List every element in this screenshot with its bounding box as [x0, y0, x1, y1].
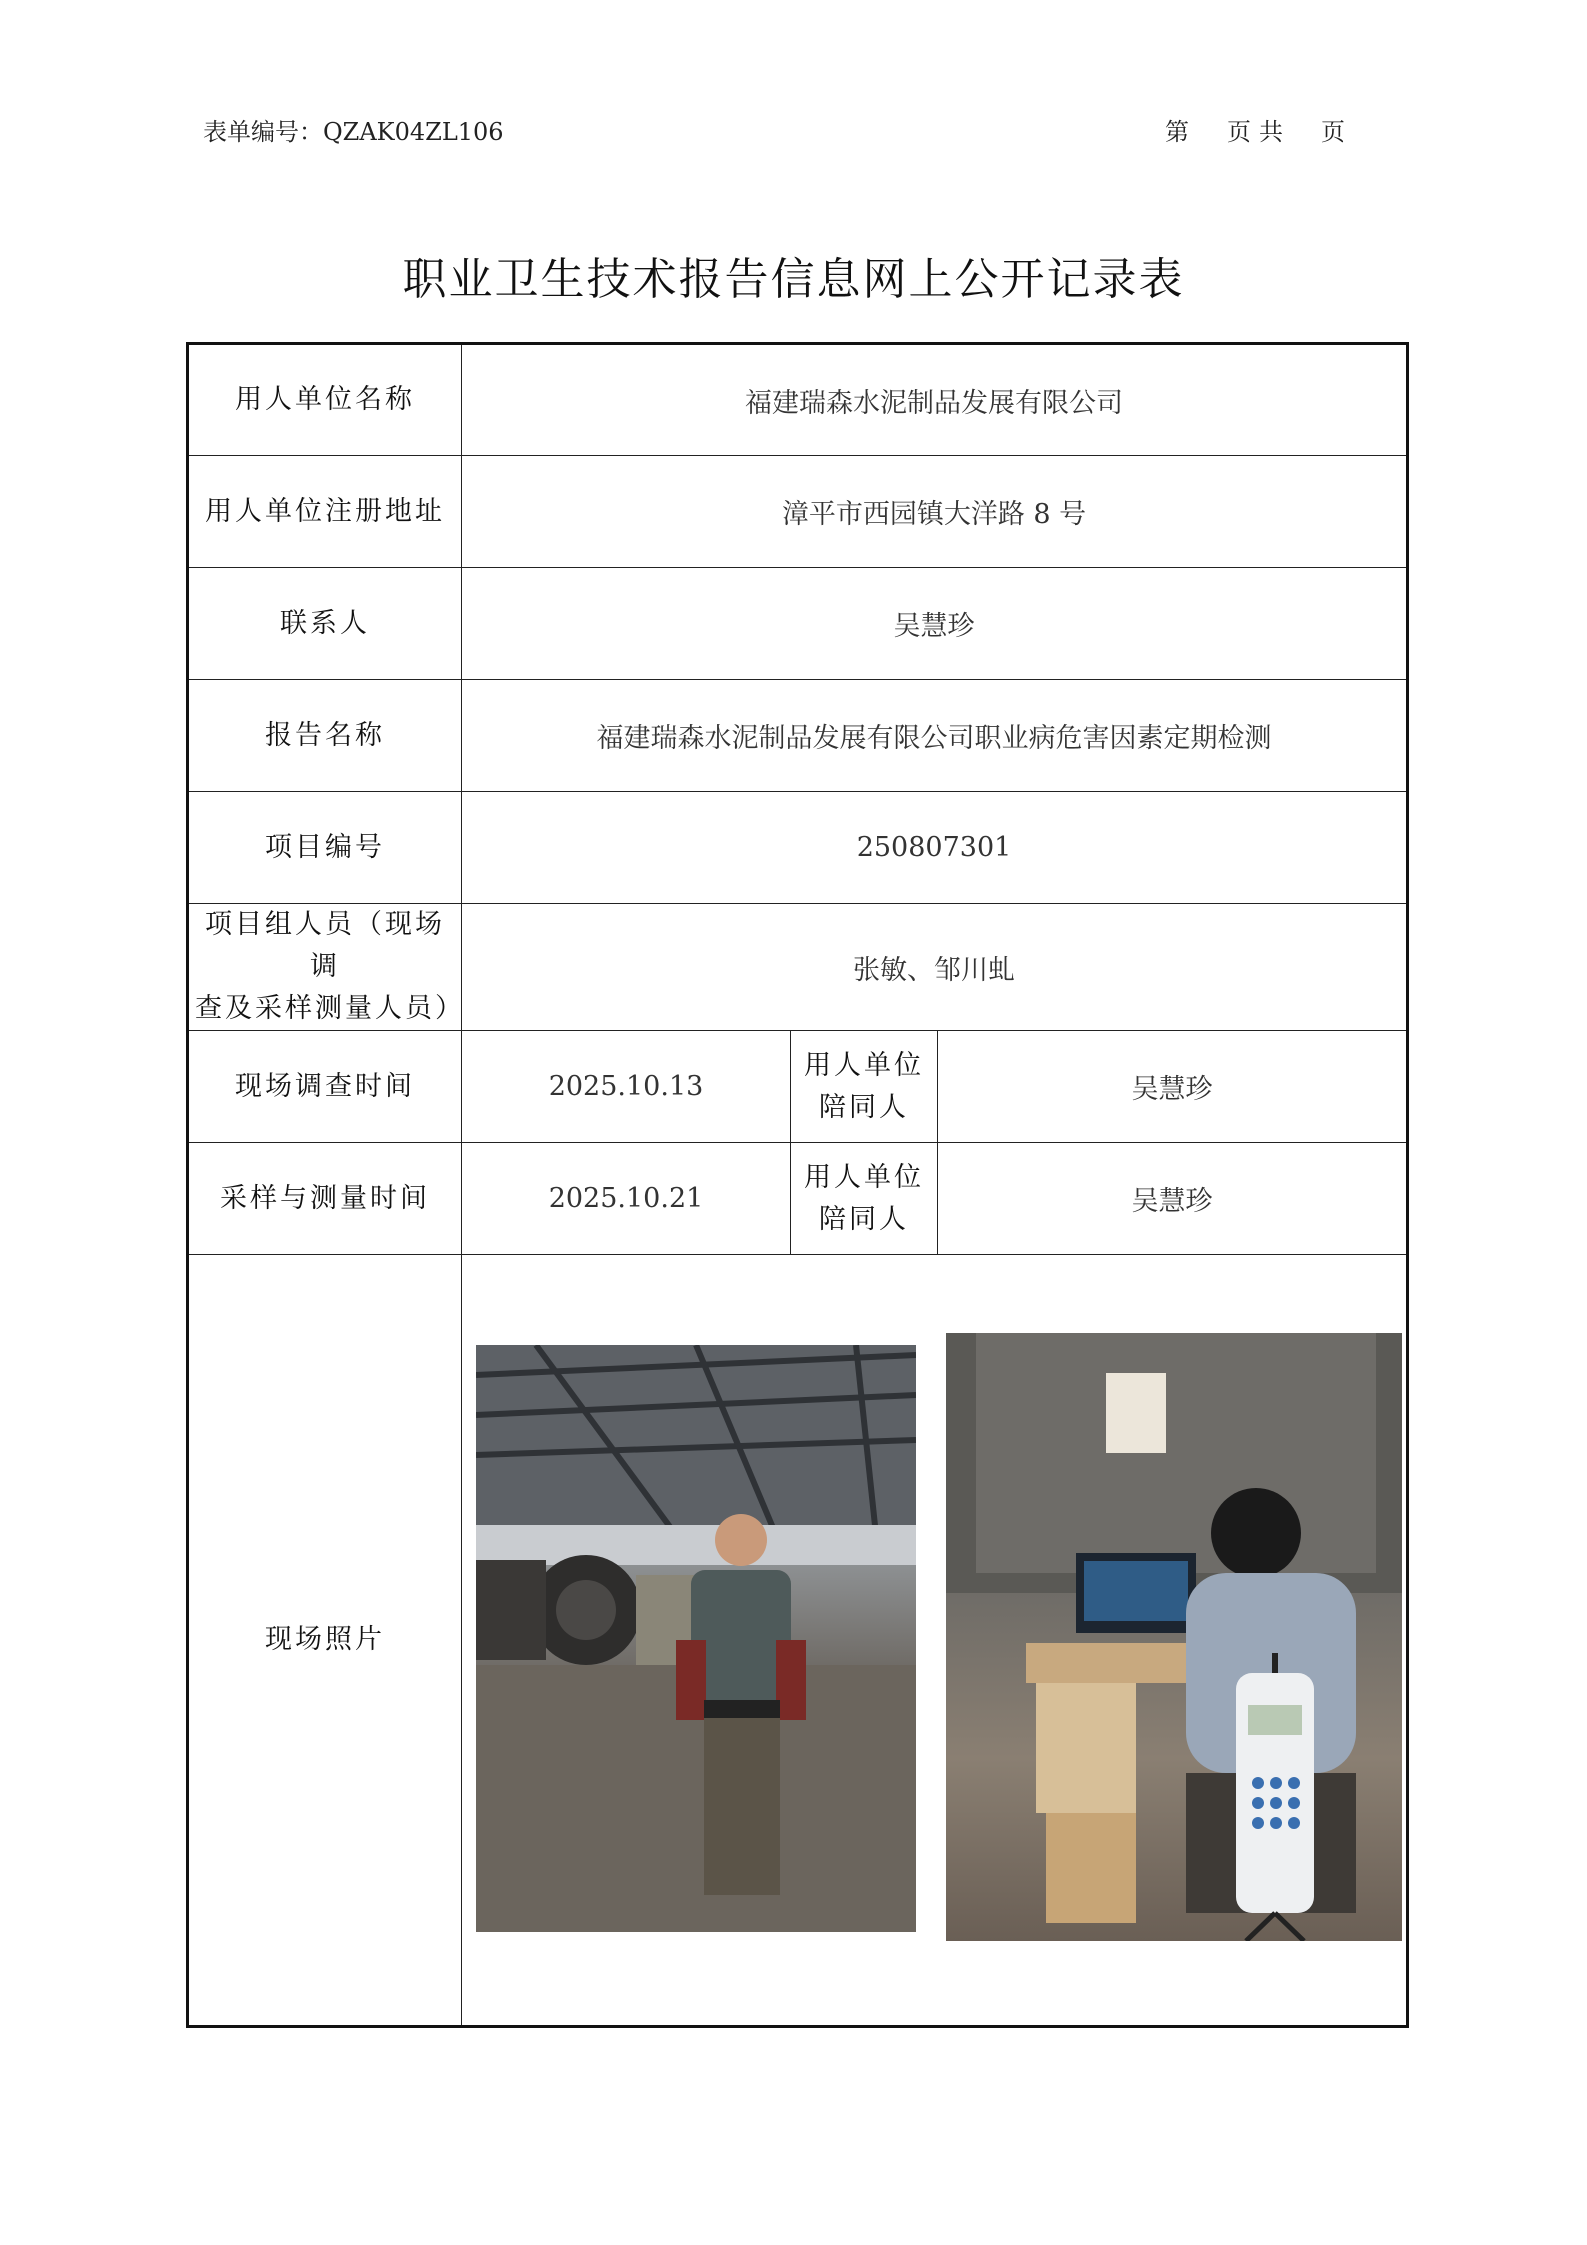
form-number: 表单编号：QZAK04ZL106 [203, 118, 504, 146]
photos-label: 现场照片 [188, 1255, 462, 2027]
record-table [186, 342, 1409, 2028]
sampling-accomp-label [791, 1143, 938, 1255]
row-team [188, 904, 1408, 1031]
row-photos [188, 1255, 1408, 2027]
page-di: 第 [1165, 118, 1191, 146]
row-employer-address [188, 456, 1408, 568]
employer-name-label: 用人单位名称 [188, 344, 462, 456]
survey-accomp-label [791, 1031, 938, 1143]
survey-label: 现场调查时间 [188, 1031, 462, 1143]
photos-cell [462, 1255, 1408, 2027]
employer-address-value: 漳平市西园镇大洋路 8 号 [462, 456, 1408, 568]
survey-date: 2025.10.13 [462, 1031, 791, 1143]
site-photo-workshop [476, 1345, 916, 1932]
team-label-line1: 项目组人员（现场调 [205, 909, 445, 982]
contact-label: 联系人 [188, 568, 462, 680]
survey-accomp-line1: 用人单位 [804, 1049, 924, 1081]
row-report-name [188, 680, 1408, 792]
report-name-value: 福建瑞森水泥制品发展有限公司职业病危害因素定期检测 [462, 680, 1408, 792]
employer-address-label: 用人单位注册地址 [188, 456, 462, 568]
team-value: 张敏、邹川虬 [462, 904, 1408, 1031]
row-survey [188, 1031, 1408, 1143]
page-ye: 页 [1227, 118, 1253, 146]
project-no-label: 项目编号 [188, 792, 462, 904]
sampling-person: 吴慧珍 [938, 1143, 1408, 1255]
survey-person: 吴慧珍 [938, 1031, 1408, 1143]
team-label-line2: 查及采样测量人员） [195, 993, 465, 1024]
report-name-label: 报告名称 [188, 680, 462, 792]
team-label [188, 904, 465, 1031]
photos-container [462, 1255, 1406, 2025]
site-photo-monitoring [946, 1333, 1402, 1941]
row-employer-name [188, 344, 1408, 456]
row-sampling [188, 1143, 1408, 1255]
row-project-no [188, 792, 1408, 904]
sampling-date: 2025.10.21 [462, 1143, 791, 1255]
row-contact [188, 568, 1408, 680]
project-no-value: 250807301 [462, 792, 1408, 904]
sampling-accomp-line2: 陪同人 [819, 1203, 909, 1235]
contact-value: 吴慧珍 [462, 568, 1408, 680]
page-indicator [1165, 112, 1347, 147]
page-ye2: 页 [1321, 118, 1347, 146]
sampling-label: 采样与测量时间 [188, 1143, 462, 1255]
page-gong: 共 [1259, 118, 1285, 146]
survey-accomp-line2: 陪同人 [819, 1091, 909, 1123]
page-title: 职业卫生技术报告信息网上公开记录表 [402, 254, 1185, 305]
sampling-accomp-line1: 用人单位 [804, 1161, 924, 1193]
employer-name-value: 福建瑞森水泥制品发展有限公司 [462, 344, 1408, 456]
